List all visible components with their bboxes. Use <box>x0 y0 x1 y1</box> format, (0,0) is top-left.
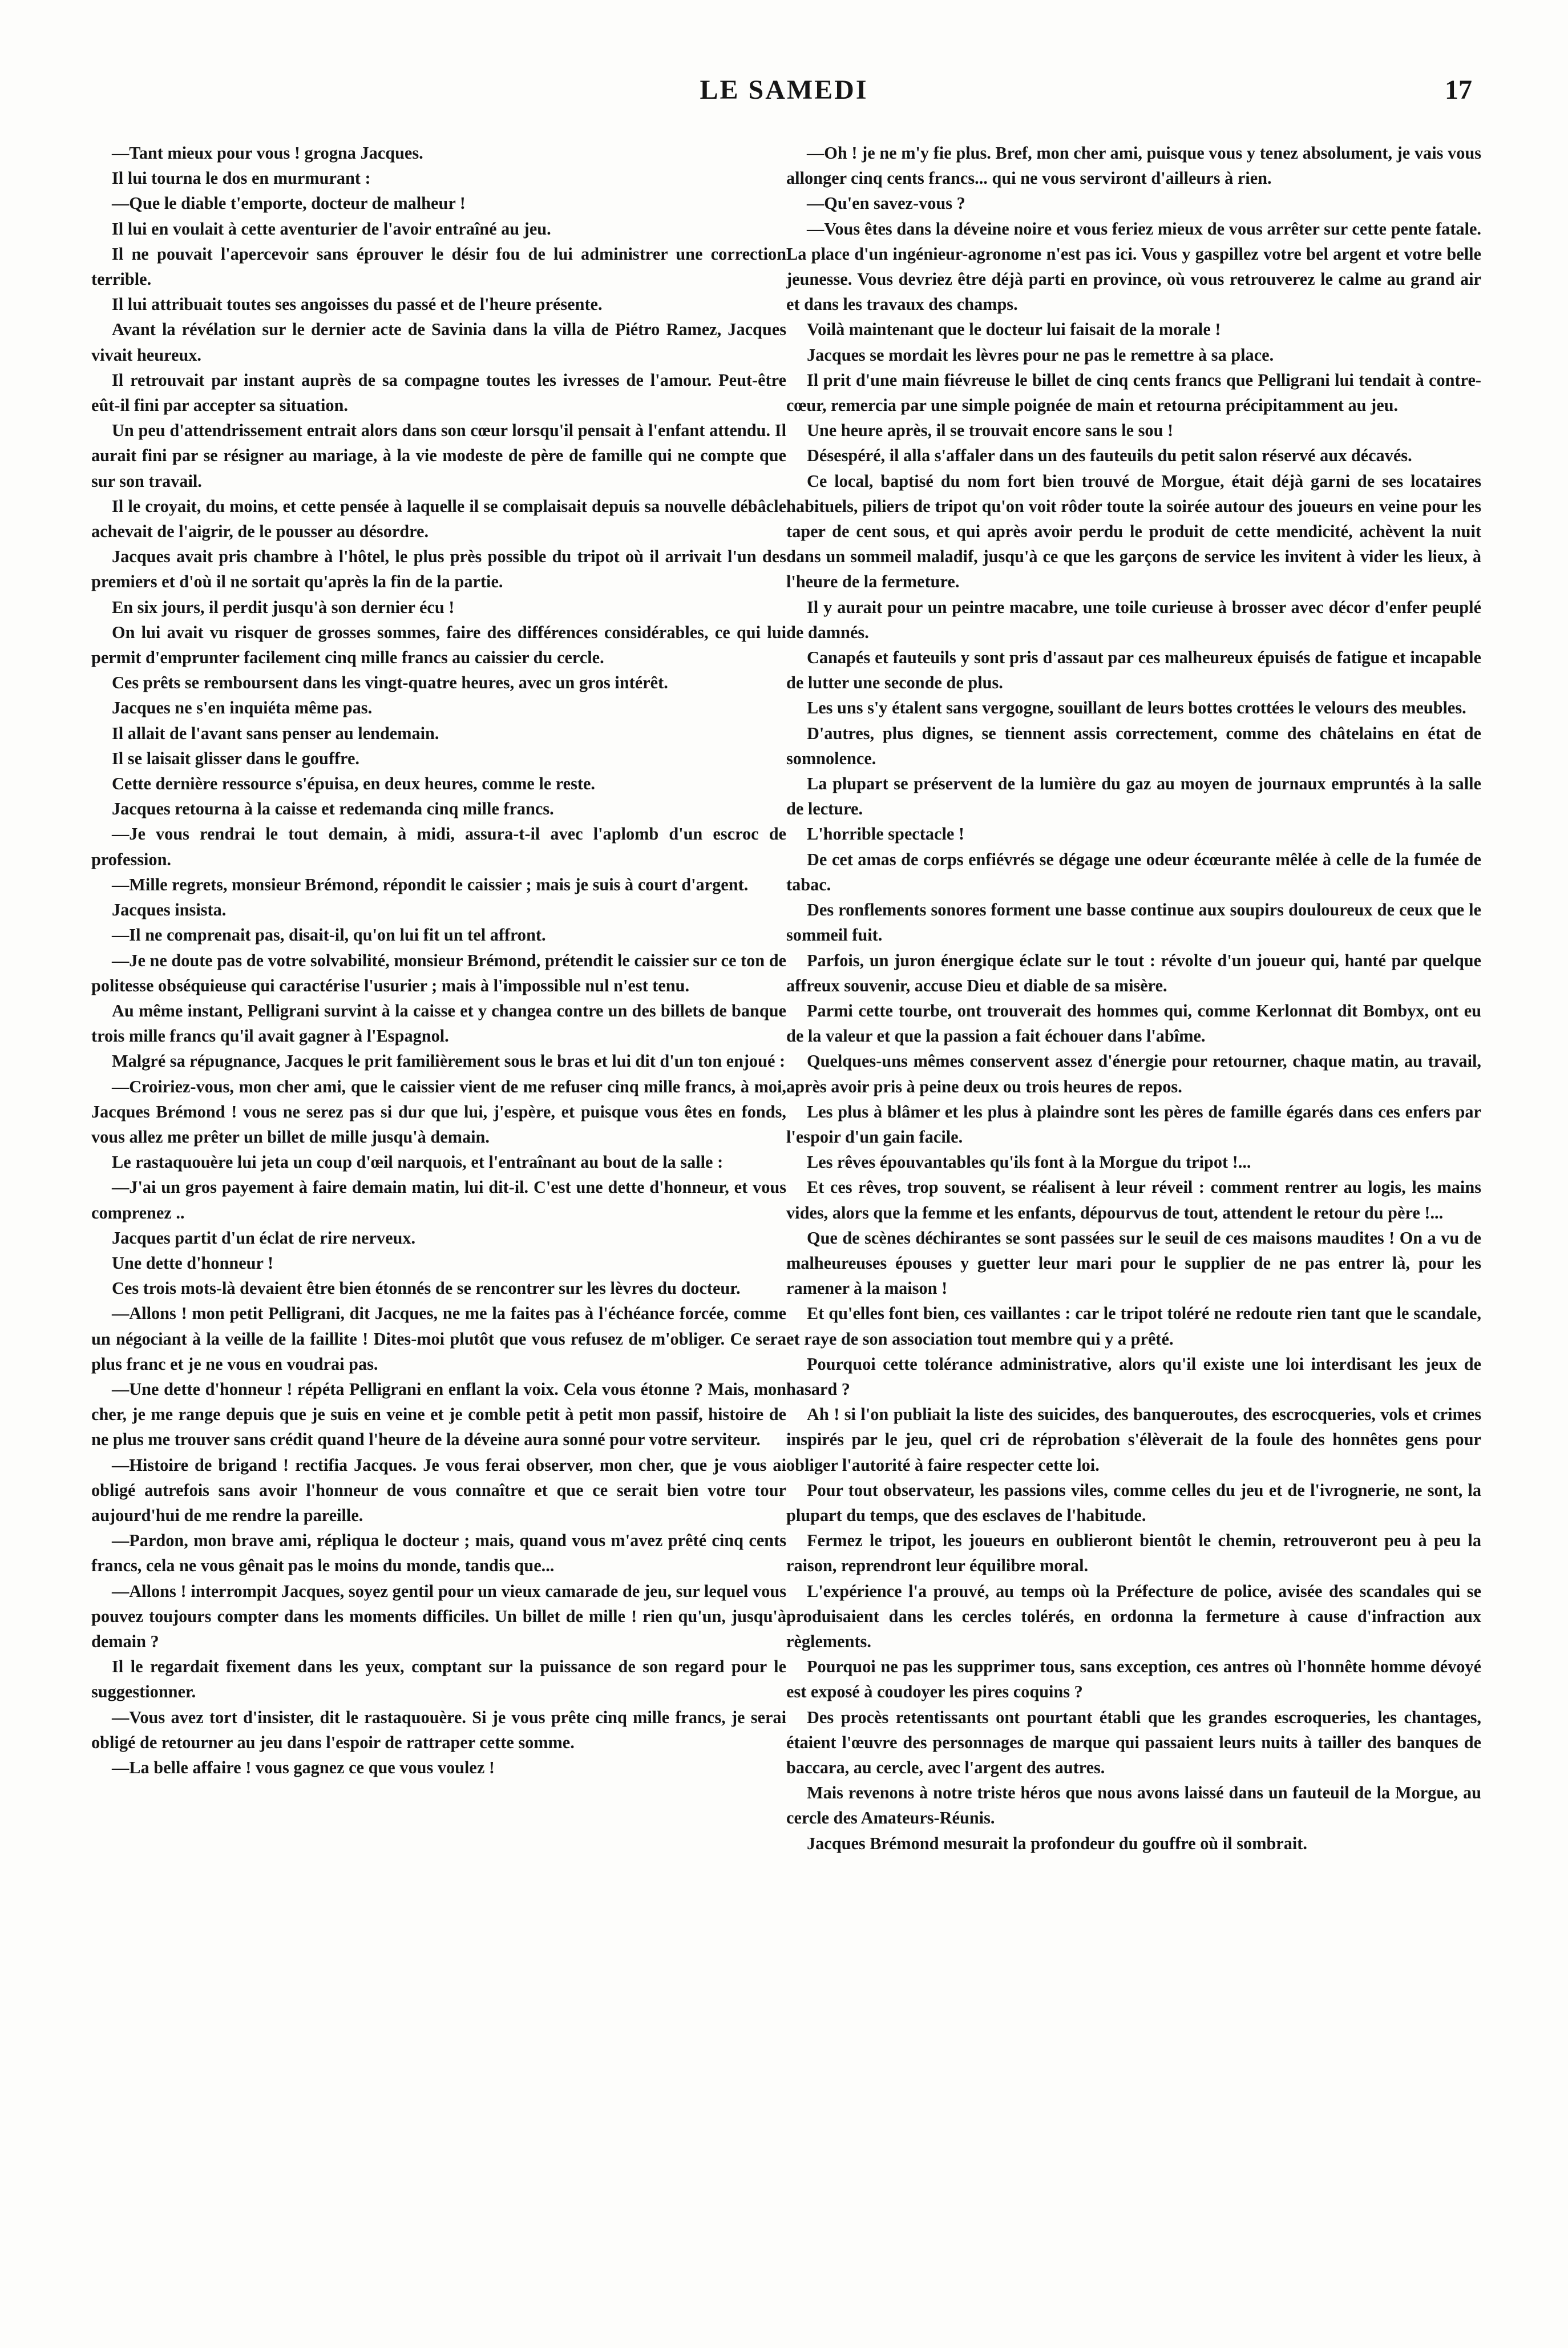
paragraph: Jacques insista. <box>112 900 227 920</box>
paragraph: Il prit d'une main fiévreuse le billet de cinq cents francs que Pelligrani lui tendait à contre-cœur, remercia par une simple poignée de main et retourna précipitamment au jeu. <box>786 370 1481 415</box>
paragraph: Jacques se mordait les lèvres pour ne pas le remettre à sa place. <box>807 345 1274 365</box>
paragraph: —Une dette d'honneur ! répéta Pelligrani en enflant la voix. Cela vous étonne ? Mais, mon cher, je me range depuis que je suis en veine et je comble petit à petit mon passif, histoire de ne plus me trouver sans crédit quand l'heure de la déveine aura sonné pour votre serviteur. <box>91 1379 786 1450</box>
paragraph: Une dette d'honneur ! <box>112 1253 274 1273</box>
paragraph: Ces prêts se remboursent dans les vingt-quatre heures, avec un gros intérêt. <box>112 673 668 693</box>
paragraph: Un peu d'attendrissement entrait alors dans son cœur lorsqu'il pensait à l'enfant attendu. Il aurait fini par se résigner au mariage, à la vie modeste de père de famille qui ne compte que sur son travail. <box>91 421 786 491</box>
paragraph: Il lui attribuait toutes ses angoisses du passé et de l'heure présente. <box>112 294 603 314</box>
paragraph: Le rastaquouère lui jeta un coup d'œil narquois, et l'entraînant au bout de la salle : <box>112 1152 724 1172</box>
paragraph: —Allons ! mon petit Pelligrani, dit Jacques, ne me la faites pas à l'échéance forcée, comme un négociant à la veille de la faillite ! Dites-moi plutôt que vous refusez de m'obliger. Ce sera plus franc et je ne vous en voudrai pas. <box>91 1304 786 1374</box>
paragraph: —Je vous rendrai le tout demain, à midi, assura-t-il avec l'aplomb d'un escroc de profession. <box>91 824 786 869</box>
paragraph: Les uns s'y étalent sans vergogne, souillant de leurs bottes crottées le velours des meubles. <box>807 698 1466 718</box>
paragraph: De cet amas de corps enfiévrés se dégage une odeur écœurante mêlée à celle de la fumée de tabac. <box>786 849 1481 894</box>
paragraph: Mais revenons à notre triste héros que nous avons laissé dans un fauteuil de la Morgue, au cercle des Amateurs-Réunis. <box>786 1783 1481 1828</box>
paragraph: La plupart se préservent de la lumière du gaz au moyen de journaux empruntés à la salle de lecture. <box>786 774 1481 819</box>
paragraph: Les plus à blâmer et les plus à plaindre sont les pères de famille égarés dans ces enfers par l'espoir d'un gain facile. <box>786 1102 1481 1147</box>
paragraph: Fermez le tripot, les joueurs en oublieront bientôt le chemin, retrouveront peu à peu la raison, reprendront leur équilibre moral. <box>786 1531 1481 1576</box>
paragraph: Il lui tourna le dos en murmurant : <box>112 168 371 188</box>
paragraph: Jacques avait pris chambre à l'hôtel, le plus près possible du tripot où il arrivait l'un des premiers et d'où il ne sortait qu'après la fin de la partie. <box>91 547 786 592</box>
paragraph: Il lui en voulait à cette aventurier de l'avoir entraîné au jeu. <box>112 219 551 239</box>
paragraph: L'horrible spectacle ! <box>807 824 964 844</box>
paragraph: Que de scènes déchirantes se sont passées sur le seuil de ces maisons maudites ! On a vu de malheureuses épouses y guetter leur mari pour le supplier de ne pas entrer là, pour les ramener à la maison ! <box>786 1228 1481 1298</box>
paragraph: —Il ne comprenait pas, disait-il, qu'on lui fit un tel affront. <box>112 925 546 945</box>
paragraph: Au même instant, Pelligrani survint à la caisse et y changea contre un des billets de banque trois mille francs qu'il avait gagner à l'Espagnol. <box>91 1000 786 1046</box>
paragraph: Jacques retourna à la caisse et redemanda cinq mille francs. <box>112 799 554 819</box>
paragraph: Ce local, baptisé du nom fort bien trouvé de Morgue, était déjà garni de ses locataires habituels, piliers de tripot qu'on voit rôder toute la soirée autour des joueurs en veine pour les taper de cent sous, et qui après avoir perdu le produit de cette mendicité, achèvent la nuit dans un sommeil maladif, jusqu'à ce que les garçons de service les invitent à vider les lieux, à l'heure de la fermeture. <box>786 471 1481 592</box>
paragraph: —Vous êtes dans la déveine noire et vous feriez mieux de vous arrêter sur cette pente fatale. La place d'un ingénieur-agronome n'est pas ici. Vous y gaspillez votre bel argent et votre belle jeunesse. Vous devriez être déjà parti en province, où vous retrouverez le calme au grand air et dans les travaux des champs. <box>786 219 1481 314</box>
paragraph: —Mille regrets, monsieur Brémond, répondit le caissier ; mais je suis à court d'argent. <box>112 874 749 894</box>
paragraph: Ces trois mots-là devaient être bien étonnés de se rencontrer sur les lèvres du docteur. <box>112 1278 741 1298</box>
paragraph: Jacques partit d'un éclat de rire nerveux. <box>112 1228 416 1248</box>
paragraph: Cette dernière ressource s'épuisa, en deux heures, comme le reste. <box>112 774 596 794</box>
paragraph: Pourquoi cette tolérance administrative, alors qu'il existe une loi interdisant les jeux de hasard ? <box>786 1354 1481 1399</box>
paragraph: On lui avait vu risquer de grosses sommes, faire des différences considérables, ce qui lui permit d'emprunter facilement cinq mille francs au caissier du cercle. <box>91 622 786 668</box>
page-number: 17 <box>1445 75 1472 105</box>
paragraph: Pour tout observateur, les passions viles, comme celles du jeu et de l'ivrognerie, ne sont, la plupart du temps, que des esclaves de l'habitude. <box>786 1480 1481 1525</box>
paragraph: Les rêves épouvantables qu'ils font à la Morgue du tripot !... <box>807 1152 1251 1172</box>
paragraph: —Oh ! je ne m'y fie plus. Bref, mon cher ami, puisque vous y tenez absolument, je vais vous allonger cinq cents francs... qui ne vous serviront d'ailleurs à rien. <box>786 143 1481 188</box>
paragraph: Il le croyait, du moins, et cette pensée à laquelle il se complaisait depuis sa nouvelle débâcle achevait de l'aigrir, de le pousser au désordre. <box>91 496 786 542</box>
paragraph: Parfois, un juron énergique éclate sur le tout : révolte d'un joueur qui, hanté par quelque affreux souvenir, accuse Dieu et diable de sa misère. <box>786 950 1481 995</box>
paragraph: Il se laisait glisser dans le gouffre. <box>112 748 359 768</box>
paragraph: En six jours, il perdit jusqu'à son dernier écu ! <box>112 597 455 617</box>
paragraph: Et qu'elles font bien, ces vaillantes : car le tripot toléré ne redoute rien tant que le scandale, et raye de son association tout membre qui y a prêté. <box>786 1304 1481 1349</box>
paragraph: Quelques-uns mêmes conservent assez d'énergie pour retourner, chaque matin, au travail, après avoir pris à peine deux ou trois heures de repos. <box>786 1051 1481 1096</box>
paragraph: —Vous avez tort d'insister, dit le rastaquouère. Si je vous prête cinq mille francs, je serai obligé de retourner au jeu dans l'espoir de rattraper cette somme. <box>91 1707 786 1752</box>
paragraph: —J'ai un gros payement à faire demain matin, lui dit-il. C'est une dette d'honneur, et vous comprenez .. <box>91 1177 786 1223</box>
paragraph: Malgré sa répugnance, Jacques le prit familièrement sous le bras et lui dit d'un ton enjoué : <box>112 1051 786 1071</box>
paragraph: Il le regardait fixement dans les yeux, comptant sur la puissance de son regard pour le suggestionner. <box>91 1657 786 1702</box>
paragraph: —Croiriez-vous, mon cher ami, que le caissier vient de me refuser cinq mille francs, à moi, Jacques Brémond ! vous ne serez pas si dur que lui, j'espère, et puisque vous êtes en fonds, vous allez me prêter un billet de mille jusqu'à demain. <box>91 1076 786 1147</box>
paragraph: —La belle affaire ! vous gagnez ce que vous voulez ! <box>112 1758 495 1777</box>
paragraph: Avant la révélation sur le dernier acte de Savinia dans la villa de Piétro Ramez, Jacques vivait heureux. <box>91 320 786 365</box>
paragraph: Des ronflements sonores forment une basse continue aux soupirs douloureux de ceux que le sommeil fuit. <box>786 900 1481 945</box>
paragraph: Parmi cette tourbe, ont trouverait des hommes qui, comme Kerlonnat dit Bombyx, ont eu de la valeur et que la passion a fait échouer dans l'abîme. <box>786 1000 1481 1046</box>
paragraph: —Allons ! interrompit Jacques, soyez gentil pour un vieux camarade de jeu, sur lequel vous pouvez toujours compter dans les moments difficiles. Un billet de mille ! rien qu'un, jusqu'à demain ? <box>91 1581 786 1651</box>
paragraph: —Pardon, mon brave ami, répliqua le docteur ; mais, quand vous m'avez prêté cinq cents francs, cela ne vous gênait pas le moins du monde, tandis que... <box>91 1531 786 1576</box>
paragraph: Désespéré, il alla s'affaler dans un des fauteuils du petit salon réservé aux décavés. <box>807 446 1412 466</box>
paragraph: Il y aurait pour un peintre macabre, une toile curieuse à brosser avec décor d'enfer peuplé de damnés. <box>786 597 1481 642</box>
paragraph: —Tant mieux pour vous ! grogna Jacques. <box>112 143 423 163</box>
paragraph: Des procès retentissants ont pourtant établi que les grandes escroqueries, les chantages, étaient l'œuvre des personnages de marque qui passaient leurs nuits à tailler des banques de baccara, au cercle, avec l'argent des autres. <box>786 1707 1481 1777</box>
paragraph: D'autres, plus dignes, se tiennent assis correctement, comme des châtelains en état de somnolence. <box>786 723 1481 768</box>
paragraph: Et ces rêves, trop souvent, se réalisent à leur réveil : comment rentrer au logis, les mains vides, alors que la femme et les enfants, dépourvus de tout, attendent le retour du père !... <box>786 1177 1481 1223</box>
paragraph: Il ne pouvait l'apercevoir sans éprouver le désir fou de lui administrer une correction terrible. <box>91 244 786 289</box>
paragraph: Canapés et fauteuils y sont pris d'assaut par ces malheureux épuisés de fatigue et incapable de lutter une seconde de plus. <box>786 648 1481 693</box>
paragraph: Jacques ne s'en inquiéta même pas. <box>112 698 373 718</box>
paragraph: L'expérience l'a prouvé, au temps où la Préfecture de police, avisée des scandales qui se produisaient dans les cercles tolérés, en ordonna la fermeture à cause d'infraction aux règlements. <box>786 1581 1481 1651</box>
paragraph: Jacques Brémond mesurait la profondeur du gouffre où il sombrait. <box>807 1833 1307 1853</box>
paragraph: Une heure après, il se trouvait encore sans le sou ! <box>807 421 1174 441</box>
running-head <box>0 68 1568 120</box>
paragraph: —Histoire de brigand ! rectifia Jacques. Je vous ferai observer, mon cher, que je vous ai obligé autrefois sans avoir l'honneur de vous connaître et que ce serait bien votre tour aujourd'hui de me rendre la pareille. <box>91 1455 786 1525</box>
paragraph: —Je ne doute pas de votre solvabilité, monsieur Brémond, prétendit le caissier sur ce ton de politesse obséquieuse qui caractérise l'usurier ; mais à l'impossible nul n'est tenu. <box>91 950 786 995</box>
left-column <box>91 140 786 1780</box>
paragraph: —Qu'en savez-vous ? <box>807 193 965 213</box>
paragraph: Ah ! si l'on publiait la liste des suicides, des banqueroutes, des escrocqueries, vols et crimes inspirés par le jeu, quel cri de réprobation s'élèverait de la foule des honnêtes gens pour obliger l'autorité à faire respecter cette loi. <box>786 1405 1481 1475</box>
right-column <box>786 140 1481 1856</box>
paragraph: Pourquoi ne pas les supprimer tous, sans exception, ces antres où l'honnête homme dévoyé est exposé à coudoyer les pires coquins ? <box>786 1657 1481 1702</box>
paragraph: Voilà maintenant que le docteur lui faisait de la morale ! <box>807 320 1221 340</box>
paragraph: —Que le diable t'emporte, docteur de malheur ! <box>112 193 466 213</box>
paragraph: Il retrouvait par instant auprès de sa compagne toutes les ivresses de l'amour. Peut-être eût-il fini par accepter sa situation. <box>91 370 786 415</box>
paragraph: Il allait de l'avant sans penser au lendemain. <box>112 723 439 743</box>
journal-title: LE SAMEDI <box>700 75 868 105</box>
